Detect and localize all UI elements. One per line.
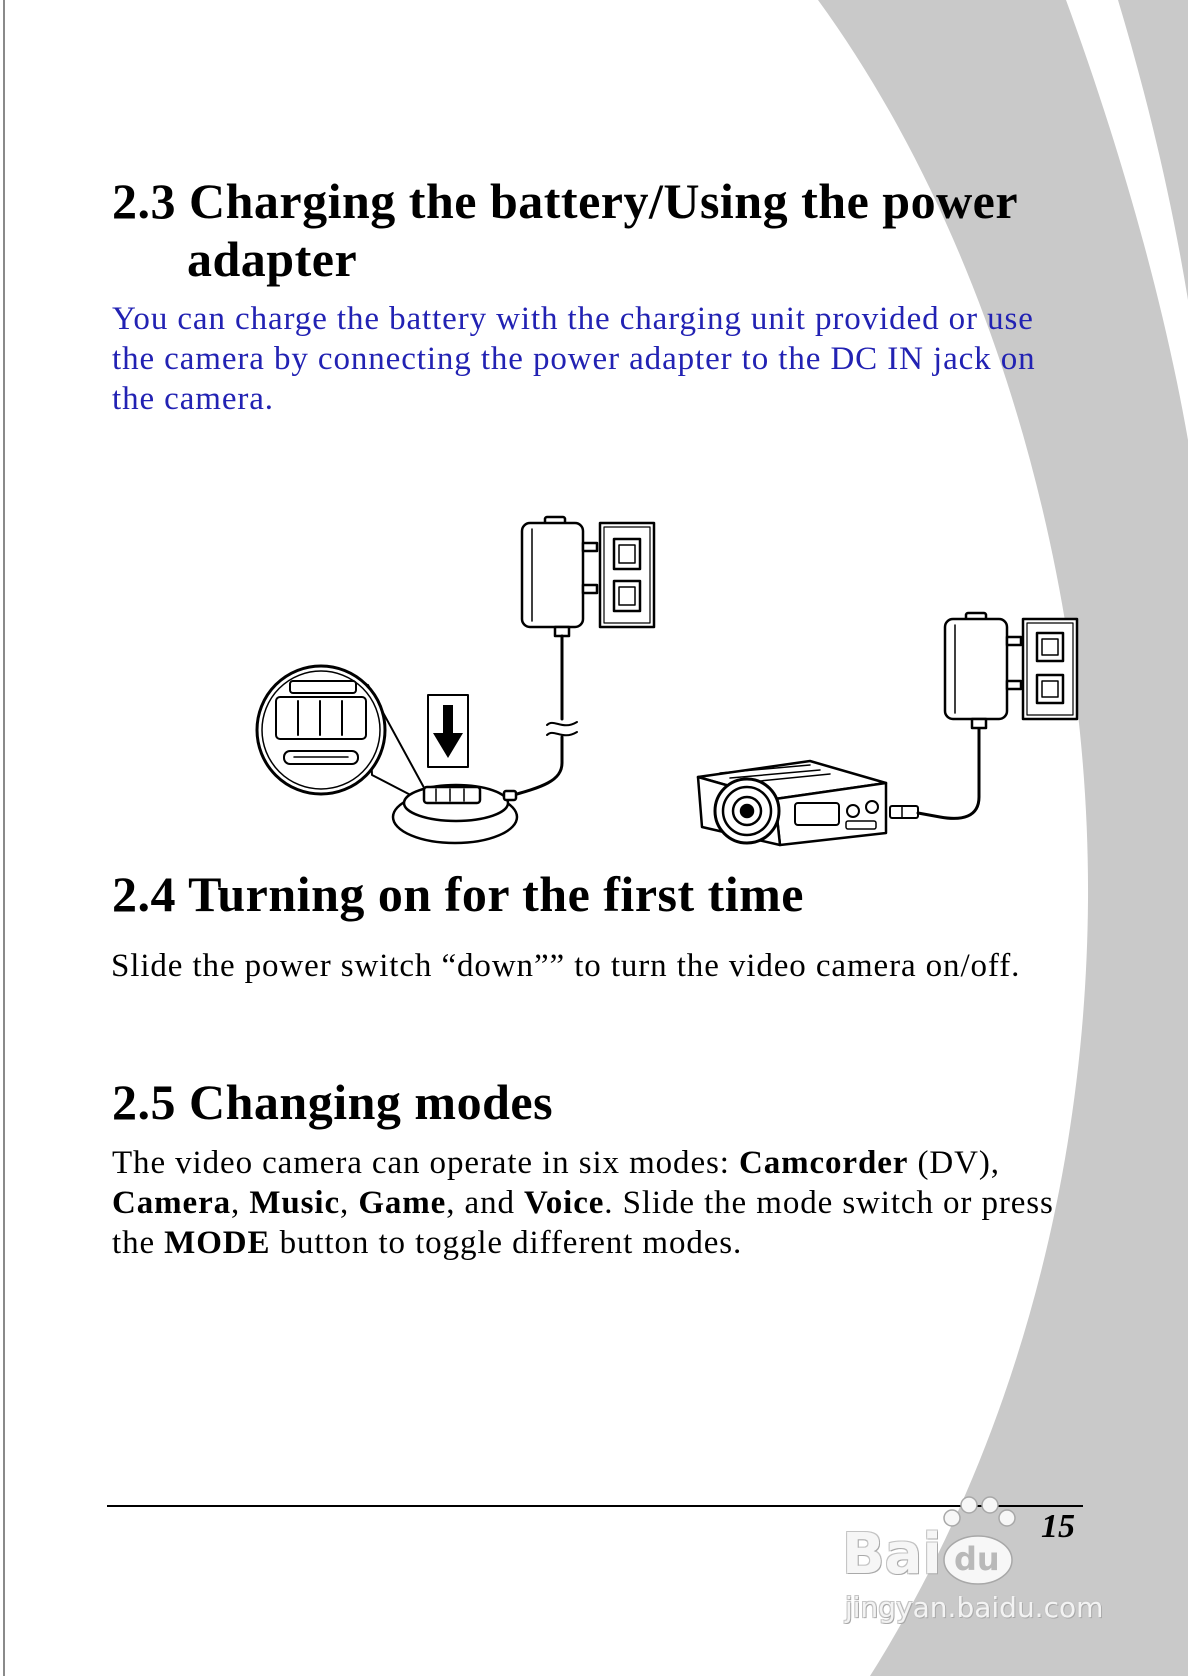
video-camera-icon xyxy=(698,761,886,845)
watermark-url: jingyan.baidu.com xyxy=(845,1591,1104,1624)
page-number: 15 xyxy=(1041,1508,1075,1545)
watermark-logo-text: Bai xyxy=(842,1522,942,1587)
down-arrow-icon xyxy=(428,695,468,767)
paragraph-line xyxy=(112,1223,1054,1263)
section-2-4-paragraph xyxy=(111,946,1020,986)
text-run: , xyxy=(340,1185,359,1221)
text-run: , and xyxy=(446,1185,525,1221)
section-title: Changing modes xyxy=(189,1074,554,1130)
power-cable xyxy=(510,636,577,796)
section-number: 2.4 xyxy=(112,866,176,922)
wall-outlet-icon xyxy=(600,523,654,627)
watermark-logo-text: du xyxy=(954,1540,1000,1578)
power-cable xyxy=(918,728,979,818)
page-border xyxy=(3,0,5,1676)
section-number: 2.3 xyxy=(112,173,176,229)
section-heading-2-3 xyxy=(112,172,1067,288)
section-title: Turning on for the first time xyxy=(188,866,805,922)
charging-illustration xyxy=(250,515,1090,850)
paragraph-line xyxy=(112,1143,1054,1183)
paragraph-line: the camera by connecting the power adapter to the DC IN jack on xyxy=(112,341,1036,377)
section-2-3-paragraph xyxy=(112,299,1036,419)
dc-plug-icon xyxy=(890,806,918,818)
paragraph-line: You can charge the battery with the charging unit provided or use xyxy=(112,301,1034,337)
magnifier-icon xyxy=(257,666,428,803)
button-name: MODE xyxy=(164,1225,271,1261)
power-adapter-icon xyxy=(522,517,597,636)
mode-name: Music xyxy=(249,1185,340,1221)
section-heading-2-5 xyxy=(112,1073,553,1131)
paragraph-line xyxy=(112,1183,1054,1223)
wall-outlet-icon xyxy=(1023,619,1077,719)
text-run: the xyxy=(112,1225,165,1261)
section-heading-2-4 xyxy=(112,865,804,923)
mode-name: Camcorder xyxy=(738,1145,909,1181)
mode-name: Camera xyxy=(112,1185,232,1221)
paragraph-line: Slide the power switch “down”” to turn the video camera on/off. xyxy=(111,948,1021,984)
text-run: . Slide the mode switch or press xyxy=(604,1185,1054,1221)
section-number: 2.5 xyxy=(112,1074,176,1130)
mode-name: Game xyxy=(358,1185,447,1221)
mode-name: Voice xyxy=(524,1185,605,1221)
power-adapter-icon xyxy=(945,613,1021,728)
text-run: (DV), xyxy=(908,1145,1000,1181)
paragraph-line: the camera. xyxy=(112,381,274,417)
battery-charger-icon xyxy=(393,785,517,843)
section-title: Charging the battery/Using the power adapter xyxy=(187,173,1018,287)
section-2-5-paragraph xyxy=(112,1143,1054,1263)
text-run: button to toggle different modes. xyxy=(270,1225,743,1261)
text-run: , xyxy=(231,1185,250,1221)
text-run: The video camera can operate in six modes: xyxy=(112,1145,739,1181)
